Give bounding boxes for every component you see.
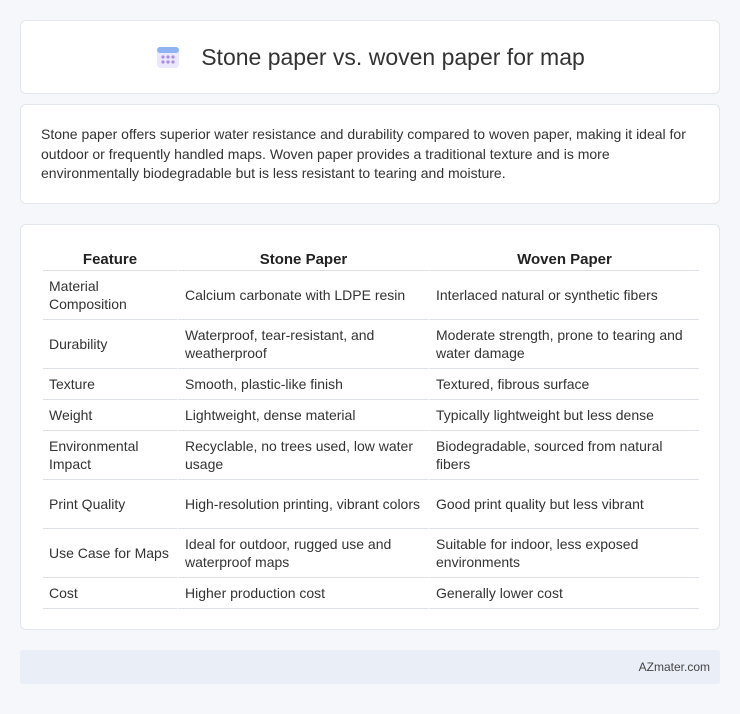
stone-paper-cell: Smooth, plastic-like finish xyxy=(177,369,428,400)
summary-text: Stone paper offers superior water resistance and durability compared to woven paper, making it ideal for outdoor or frequently handled maps. Woven paper provides a traditional texture and is more environmentally biodegradable but is less resistant to tearing and moisture. xyxy=(41,126,686,181)
woven-paper-cell: Suitable for indoor, less exposed environments xyxy=(428,529,699,578)
woven-paper-cell: Textured, fibrous surface xyxy=(428,369,699,400)
table-row xyxy=(43,480,699,529)
table-row xyxy=(43,271,699,320)
woven-paper-cell: Typically lightweight but less dense xyxy=(428,400,699,431)
feature-cell: Cost xyxy=(43,578,177,609)
woven-paper-cell: Moderate strength, prone to tearing and water damage xyxy=(428,320,699,369)
comparison-table xyxy=(43,247,699,609)
table-row xyxy=(43,320,699,369)
comparison-table-card xyxy=(20,224,720,630)
feature-cell: Texture xyxy=(43,369,177,400)
woven-paper-cell: Biodegradable, sourced from natural fibers xyxy=(428,431,699,480)
table-row xyxy=(43,578,699,609)
feature-cell: Print Quality xyxy=(43,480,177,529)
stone-paper-cell: High-resolution printing, vibrant colors xyxy=(177,480,428,529)
footer-brand-link[interactable]: AZmater.com xyxy=(638,660,710,674)
table-row xyxy=(43,529,699,578)
header-feature: Feature xyxy=(43,247,177,271)
stone-paper-cell: Calcium carbonate with LDPE resin xyxy=(177,271,428,320)
table-row xyxy=(43,400,699,431)
stone-paper-cell: Ideal for outdoor, rugged use and waterproof maps xyxy=(177,529,428,578)
table-header-row xyxy=(43,247,699,271)
header-stone-paper: Stone Paper xyxy=(177,247,428,271)
page-title: Stone paper vs. woven paper for map xyxy=(201,43,585,70)
stone-paper-cell: Waterproof, tear-resistant, and weatherproof xyxy=(177,320,428,369)
summary-card xyxy=(20,104,720,204)
title-card xyxy=(20,20,720,94)
table-row xyxy=(43,369,699,400)
header-woven-paper: Woven Paper xyxy=(428,247,699,271)
woven-paper-cell: Interlaced natural or synthetic fibers xyxy=(428,271,699,320)
table-row xyxy=(43,431,699,480)
footer xyxy=(20,650,720,684)
stone-paper-cell: Recyclable, no trees used, low water usage xyxy=(177,431,428,480)
stone-paper-cell: Higher production cost xyxy=(177,578,428,609)
feature-cell: Environmental Impact xyxy=(43,431,177,480)
feature-cell: Weight xyxy=(43,400,177,431)
feature-cell: Durability xyxy=(43,320,177,369)
woven-paper-cell: Generally lower cost xyxy=(428,578,699,609)
feature-cell: Material Composition xyxy=(43,271,177,320)
feature-cell: Use Case for Maps xyxy=(43,529,177,578)
calendar-grid-icon xyxy=(155,44,181,70)
stone-paper-cell: Lightweight, dense material xyxy=(177,400,428,431)
woven-paper-cell: Good print quality but less vibrant xyxy=(428,480,699,529)
